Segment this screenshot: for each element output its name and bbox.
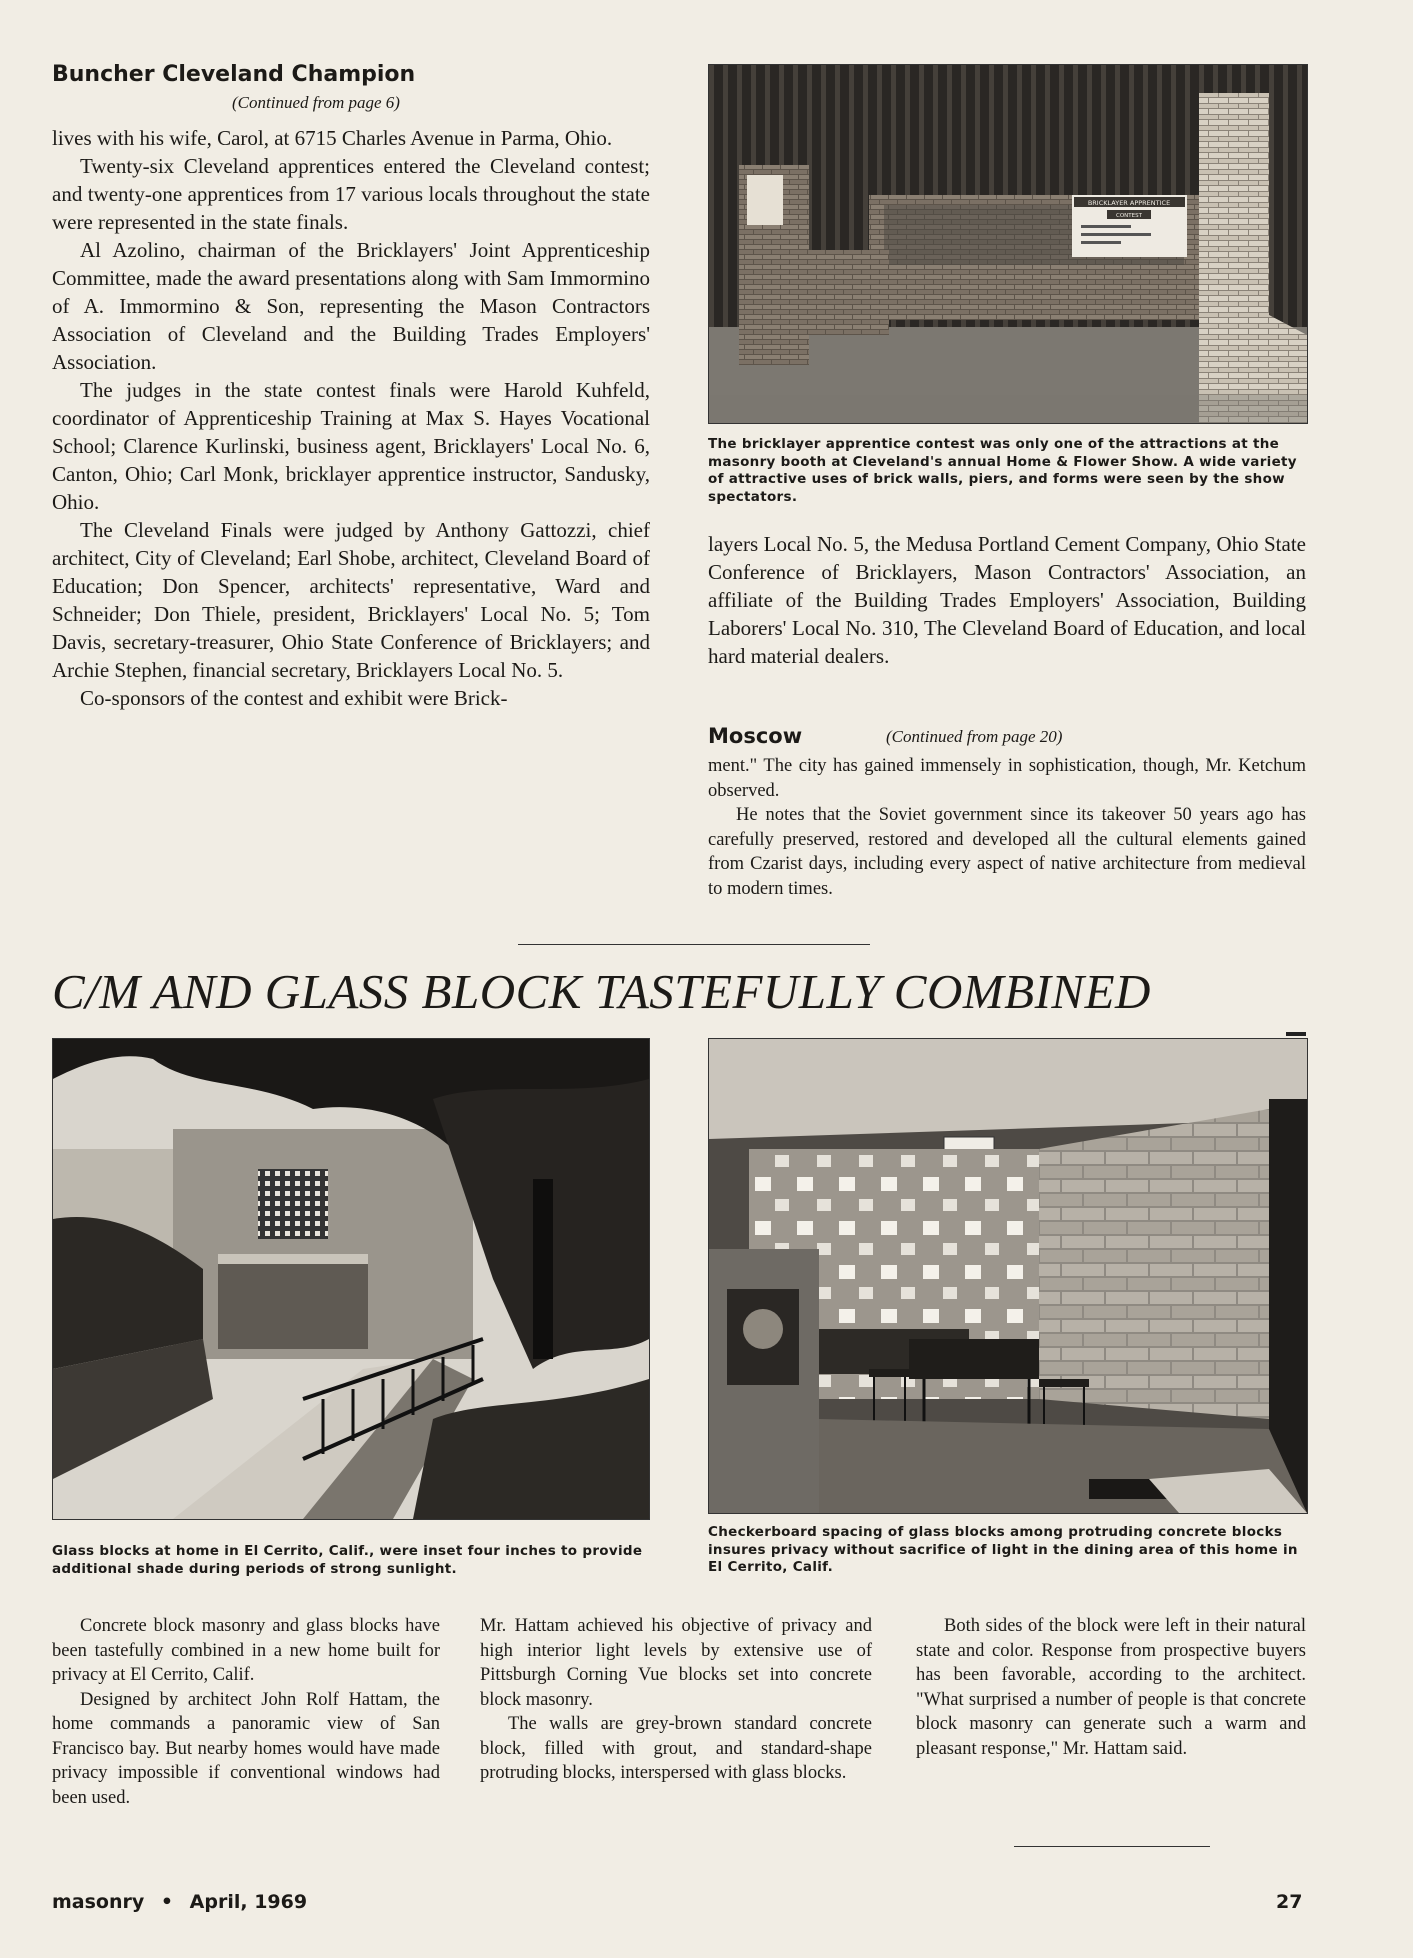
- masonry-booth-photo: [708, 64, 1308, 424]
- paragraph: layers Local No. 5, the Medusa Portland Cement Company, Ohio State Conference of Bricklayers, Mason Contractors' Association, an affiliate of the Building Trades Employers' Association, Building Laborers' Local No. 310, The Cleveland Board of Education, and local hard material dealers.: [708, 532, 1306, 668]
- page-number: 27: [1276, 1891, 1303, 1913]
- dining-room-photo: [708, 1038, 1308, 1514]
- booth-sign-title: BRICKLAYER APPRENTICE: [1087, 199, 1171, 207]
- paragraph: Co-sponsors of the contest and exhibit were Brick-: [80, 686, 508, 710]
- paragraph: ment." The city has gained immensely in sophistication, though, Mr. Ketchum observed.: [708, 756, 1306, 801]
- end-rule: [1014, 1846, 1210, 1847]
- paragraph: Concrete block masonry and glass blocks have been tastefully combined in a new home built for privacy at El Cerrito, Calif.: [52, 1616, 440, 1685]
- feature-column-3: [916, 1614, 1306, 1761]
- divider: [518, 944, 870, 945]
- paragraph: Designed by architect John Rolf Hattam, the home commands a panoramic view of San Francisco bay. But nearby homes would have made privacy impossible if conventional windows had been used.: [52, 1689, 440, 1808]
- paragraph: Mr. Hattam achieved his objective of privacy and high interior light levels by extensive use of Pittsburgh Corning Vue blocks set into concrete block masonry.: [480, 1616, 872, 1710]
- continued-note: (Continued from page 6): [232, 93, 400, 112]
- paragraph: lives with his wife, Carol, at 6715 Charles Avenue in Parma, Ohio.: [52, 126, 613, 150]
- photo-caption: Checkerboard spacing of glass blocks among protruding concrete blocks insures privacy without sacrifice of light in the dining area of this home in El Cerrito, Calif.: [708, 1524, 1298, 1575]
- paragraph: Twenty-six Cleveland apprentices entered the Cleveland contest; and twenty-one apprentices from 17 various locals throughout the state were represented in the state finals.: [52, 154, 650, 234]
- paragraph: Both sides of the block were left in their natural state and color. Response from prospective buyers has been favorable, according to the architect. "What surprised a number of people is that concrete block masonry can generate such a warm and pleasant response," Mr. Hattam said.: [916, 1616, 1306, 1759]
- issue-date: April, 1969: [189, 1891, 308, 1913]
- footer: [52, 1891, 307, 1913]
- article-left-column: [52, 124, 650, 712]
- paragraph: Al Azolino, chairman of the Bricklayers' Joint Apprenticeship Committee, made the award presentations along with Sam Immormino of A. Immormino & Son, representing the Mason Contractors Association of Cleveland and the Building Trades Employers' Association.: [52, 238, 650, 374]
- paragraph: The walls are grey-brown standard concrete block, filled with grout, and standard-shape protruding blocks, interspersed with glass blocks.: [480, 1714, 872, 1783]
- article-right-column: [708, 530, 1306, 670]
- footer-bullet: •: [160, 1891, 174, 1913]
- paragraph: The judges in the state contest finals were Harold Kuhfeld, coordinator of Apprenticeship Training at Max S. Hayes Vocational School; Clarence Kurlinski, business agent, Bricklayers' Local No. 6, Canton, Ohio; Carl Monk, bricklayer apprentice instructor, Sandusky, Ohio.: [52, 378, 650, 514]
- booth-sign-subtitle: CONTEST: [1116, 213, 1142, 219]
- photo-caption: Glass blocks at home in El Cerrito, Calif., were inset four inches to provide additional shade during periods of strong sunlight.: [52, 1543, 643, 1577]
- feature-headline: C/M AND GLASS BLOCK TASTEFULLY COMBINED: [52, 964, 1151, 1019]
- article-heading: Buncher Cleveland Champion: [52, 62, 416, 87]
- house-exterior-photo: [52, 1038, 650, 1520]
- moscow-text: [708, 754, 1306, 901]
- photo-caption: The bricklayer apprentice contest was only one of the attractions at the masonry booth at Cleveland's annual Home & Flower Show. A wide variety of attractive uses of brick walls, piers, and forms were seen by the show spectators.: [708, 436, 1297, 505]
- continued-note: (Continued from page 20): [886, 727, 1063, 746]
- feature-column-1: [52, 1614, 440, 1810]
- feature-column-2: [480, 1614, 872, 1786]
- publication-name: masonry: [52, 1891, 145, 1913]
- divider: [1286, 1032, 1306, 1036]
- moscow-heading: Moscow: [708, 724, 803, 748]
- paragraph: He notes that the Soviet government since its takeover 50 years ago has carefully preserved, restored and developed all the cultural elements gained from Czarist days, including every aspect of native architecture from medieval to modern times.: [708, 805, 1306, 899]
- paragraph: The Cleveland Finals were judged by Anthony Gattozzi, chief architect, City of Cleveland; Earl Shobe, architect, Cleveland Board of Education; Don Spencer, architects' representative, Ward and Schneider; Don Thiele, president, Bricklayers' Local No. 5; Tom Davis, secretary-treasurer, Ohio State Conference of Bricklayers; and Archie Stephen, financial secretary, Bricklayers Local No. 5.: [52, 518, 650, 682]
